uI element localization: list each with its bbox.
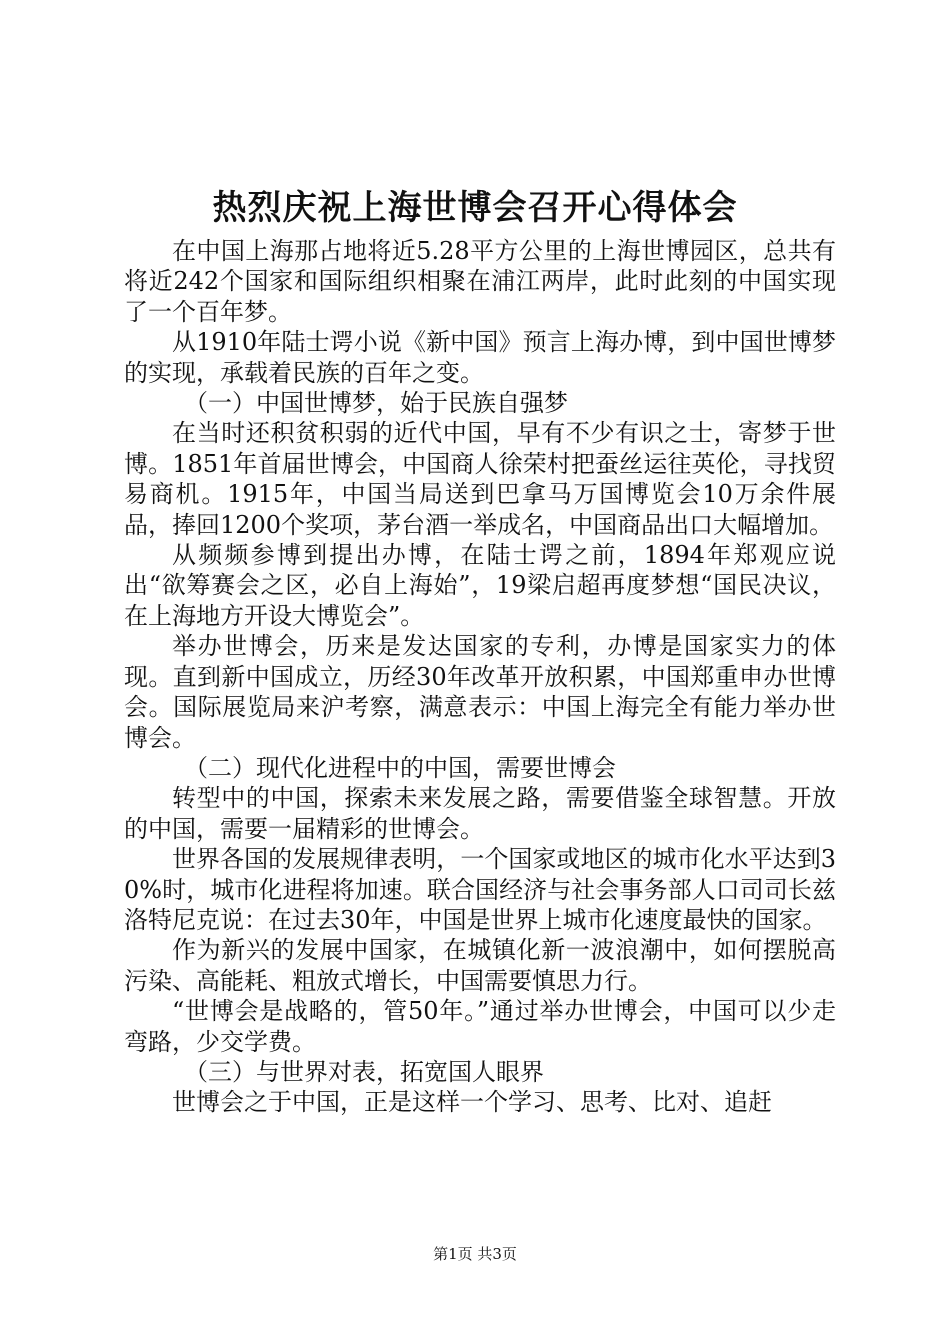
body-paragraph: 从1910年陆士谔小说《新中国》预言上海办博，到中国世博梦的实现，承载着民族的百年之变。	[124, 328, 836, 387]
section-heading: （二）现代化进程中的中国，需要世博会	[184, 753, 616, 782]
body-paragraph: 在当时还积贫积弱的近代中国，早有不少有识之士，寄梦于世博。1851年首届世博会，中国商人徐荣村把蚕丝运往英伦，寻找贸易商机。1915年，中国当局送到巴拿马万国博览会10万余件展品，捧回1200个奖项，茅台酒一举成名，中国商品出口大幅增加。	[124, 419, 836, 539]
page-footer: 第1页 共3页	[433, 1245, 517, 1263]
body-paragraph: 作为新兴的发展中国家，在城镇化新一波浪潮中，如何摆脱高污染、高能耗、粗放式增长，中国需要慎思力行。	[124, 936, 836, 995]
document-title: 热烈庆祝上海世博会召开心得体会	[212, 188, 738, 228]
body-paragraph: 世博会之于中国，正是这样一个学习、思考、比对、追赶	[172, 1088, 772, 1117]
body-paragraph: 从频频参博到提出办博，在陆士谔之前，1894年郑观应说出“欲筹赛会之区，必自上海始”，19梁启超再度梦想“国民决议，在上海地方开设大博览会”。	[124, 541, 836, 630]
section-heading: （三）与世界对表，拓宽国人眼界	[184, 1057, 544, 1086]
body-paragraph: 转型中的中国，探索未来发展之路，需要借鉴全球智慧。开放的中国，需要一届精彩的世博会。	[124, 784, 836, 843]
body-paragraph: 在中国上海那占地将近5.28平方公里的上海世博园区，总共有将近242个国家和国际组织相聚在浦江两岸，此时此刻的中国实现了一个百年梦。	[124, 237, 836, 326]
body-paragraph: 举办世博会，历来是发达国家的专利，办博是国家实力的体现。直到新中国成立，历经30年改革开放积累，中国郑重申办世博会。国际展览局来沪考察，满意表示：中国上海完全有能力举办世博会。	[124, 632, 836, 752]
section-heading: （一）中国世博梦，始于民族自强梦	[184, 389, 568, 418]
body-paragraph: “世博会是战略的，管50年。”通过举办世博会，中国可以少走弯路，少交学费。	[124, 997, 836, 1056]
body-paragraph: 世界各国的发展规律表明，一个国家或地区的城市化水平达到30%时，城市化进程将加速。联合国经济与社会事务部人口司司长兹洛特尼克说：在过去30年，中国是世界上城市化速度最快的国家。	[124, 845, 836, 934]
document-body	[124, 236, 836, 1118]
